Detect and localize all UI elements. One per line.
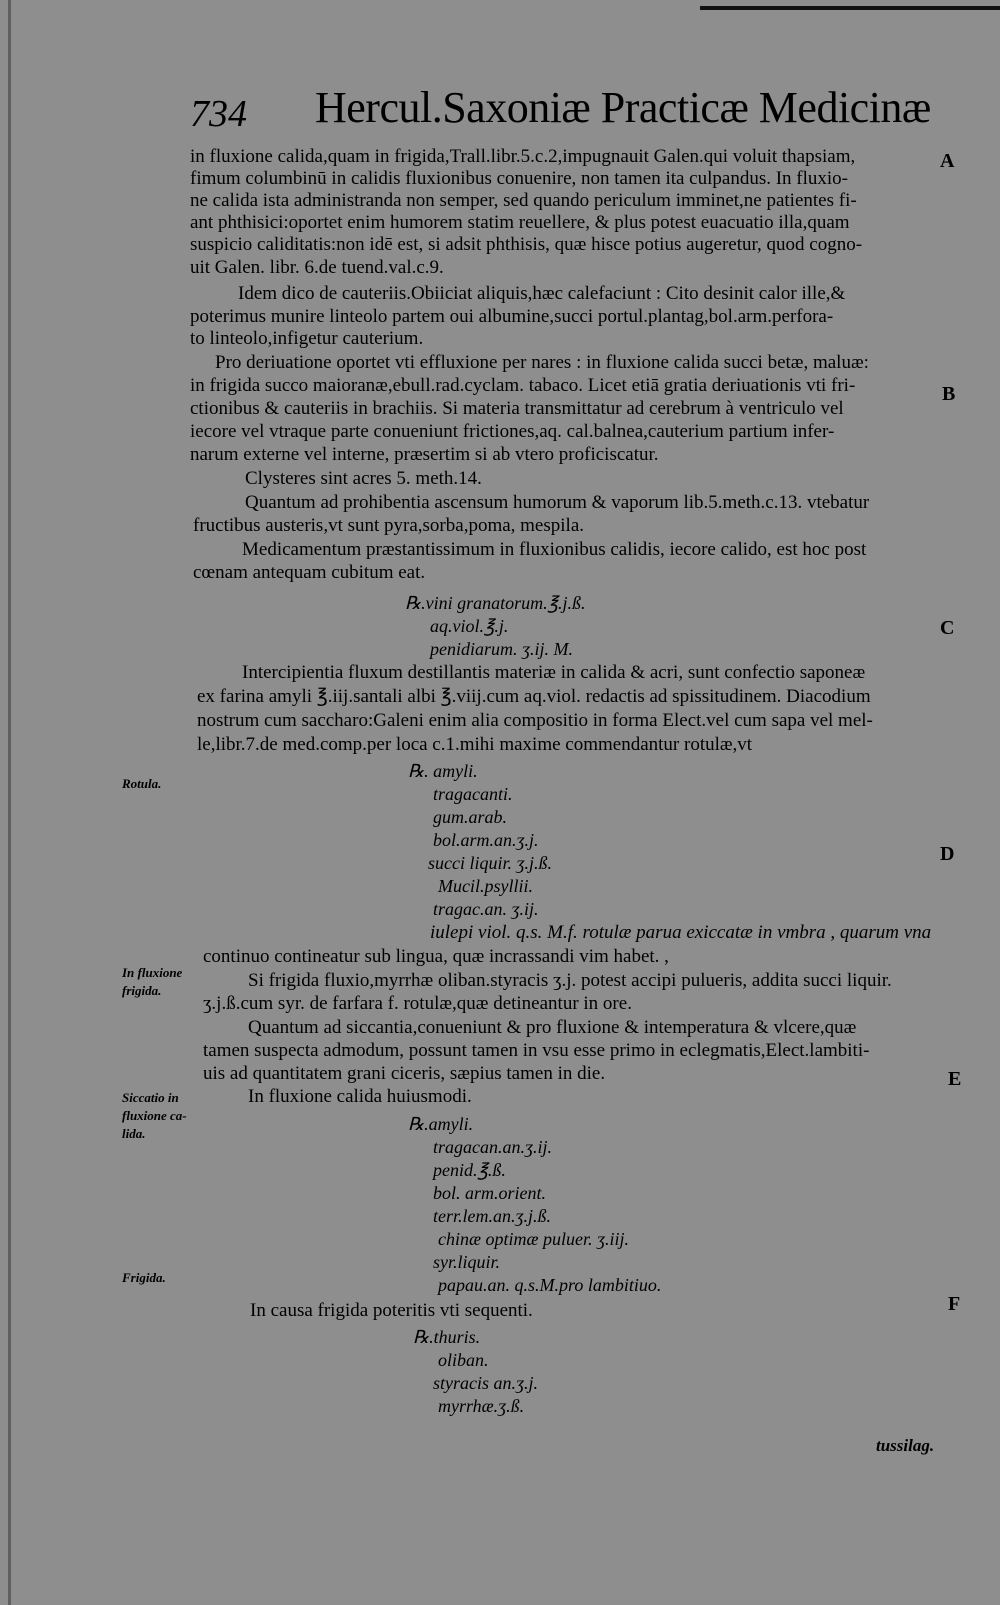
text-line: In causa frigida poteritis vti sequenti. <box>250 1300 533 1321</box>
text-line: fructibus austeris,vt sunt pyra,sorba,poma, mespila. <box>193 515 585 536</box>
text-line: uit Galen. libr. 6.de tuend.val.c.9. <box>190 257 444 278</box>
text-line: Intercipientia fluxum destillantis materiæ in calida & acri, sunt confectio saponeæ <box>242 662 866 683</box>
recipe-line: ℞. amyli. <box>408 761 478 781</box>
side-note-siccatio: lida. <box>122 1126 146 1141</box>
text-line: Medicamentum præstantissimum in fluxionibus calidis, iecore calido, est hoc post <box>242 539 867 560</box>
text-line: ant phthisici:oportet enim humorem statim reuellere, & plus potest euacuatio illa,quam <box>190 212 850 233</box>
text-line: in fluxione calida,quam in frigida,Trall.libr.5.c.2,impugnauit Galen.qui voluit thapsiam, <box>190 146 856 167</box>
recipe-line: aq.viol.℥.j. <box>430 616 509 636</box>
recipe-line: syr.liquir. <box>433 1252 501 1272</box>
text-line: Clysteres sint acres 5. meth.14. <box>245 468 482 489</box>
text-line: Quantum ad prohibentia ascensum humorum & vaporum lib.5.meth.c.13. vtebatur <box>245 492 870 513</box>
recipe-line: Mucil.psyllii. <box>438 876 533 896</box>
text-line: ʒ.j.ß.cum syr. de farfara f. rotulæ,quæ detineantur in ore. <box>203 993 632 1014</box>
margin-letter-a: A <box>940 150 955 172</box>
text-line: uis ad quantitatem grani ciceris, sæpius tamen in die. <box>203 1063 606 1084</box>
text-line: to linteolo,infigetur cauterium. <box>190 328 424 349</box>
text-line: fimum columbinū in calidis fluxionibus conuenire, non tamen ita culpandus. In fluxio- <box>190 168 849 189</box>
recipe-line: tragacanti. <box>433 784 513 804</box>
side-note-fluxione-frigida: In fluxione <box>122 965 183 980</box>
page-number: 734 <box>190 93 247 135</box>
recipe-line: terr.lem.an.ʒ.j.ß. <box>433 1206 551 1226</box>
text-line: in frigida succo maioranæ,ebull.rad.cyclam. tabaco. Licet etiā gratia deriuationis vti fri- <box>190 375 856 396</box>
text-line: Quantum ad siccantia,conueniunt & pro fluxione & intemperatura & vlcere,quæ <box>248 1017 857 1038</box>
text-line: ex farina amyli ℥.iij.santali albi ℥.viij.cum aq.viol. redactis ad spissitudinem. Diacodium <box>197 686 871 707</box>
text-line: Idem dico de cauteriis.Obiiciat aliquis,hæc calefaciunt : Cito desinit calor ille,& <box>238 283 846 304</box>
text-line: cœnam antequam cubitum eat. <box>193 562 426 583</box>
recipe-line: bol. arm.orient. <box>433 1183 547 1203</box>
text-line: ctionibus & cauteriis in brachiis. Si materia transmittatur ad cerebrum à ventriculo vel <box>190 398 844 419</box>
margin-letter-b: B <box>942 383 956 405</box>
text-line: le,libr.7.de med.comp.per loca c.1.mihi maxime commendantur rotulæ,vt <box>197 734 753 755</box>
recipe-line: oliban. <box>438 1350 489 1370</box>
recipe-line: styracis an.ʒ.j. <box>433 1373 538 1393</box>
text-line: narum externe vel interne, præsertim si ab vtero proficiscatur. <box>190 444 659 465</box>
margin-letter-f: F <box>948 1293 961 1315</box>
side-note-frigida: Frigida. <box>122 1270 166 1285</box>
margin-letter-d: D <box>940 843 955 865</box>
margin-letter-c: C <box>940 617 955 639</box>
text-line: In fluxione calida huiusmodi. <box>248 1086 472 1107</box>
recipe-line: chinæ optimæ puluer. ʒ.iij. <box>438 1229 629 1249</box>
recipe-line: penidiarum. ʒ.ij. M. <box>430 639 573 659</box>
text-line: tamen suspecta admodum, possunt tamen in vsu esse primo in eclegmatis,Elect.lambiti- <box>203 1040 870 1061</box>
recipe-line: gum.arab. <box>433 807 508 827</box>
text-line: continuo contineatur sub lingua, quæ incrassandi vim habet. , <box>203 946 669 967</box>
catchword: tussilag. <box>876 1436 935 1455</box>
side-note-fluxione-frigida: frigida. <box>122 983 162 998</box>
side-note-rotula: Rotula. <box>122 776 162 791</box>
margin-letter-e: E <box>948 1068 962 1090</box>
running-head: Hercul.Saxoniæ Practicæ Medicinæ <box>315 83 931 132</box>
side-note-siccatio: Siccatio in <box>122 1090 179 1105</box>
recipe-line: papau.an. q.s.M.pro lambitiuo. <box>438 1275 662 1295</box>
text-line: Pro deriuatione oportet vti effluxione per nares : in fluxione calida succi betæ, maluæ: <box>215 352 869 373</box>
text-line: poterimus munire linteolo partem oui albumine,succi portul.plantag,bol.arm.perfora- <box>190 306 834 327</box>
recipe-line: ℞.vini granatorum.℥.j.ß. <box>405 593 586 613</box>
page-binding-edge <box>8 0 11 1605</box>
text-line: iulepi viol. q.s. M.f. rotulæ parua exiccatæ in vmbra , quarum vna <box>430 922 932 943</box>
recipe-line: bol.arm.an.ʒ.j. <box>433 830 539 850</box>
text-line: Si frigida fluxio,myrrhæ oliban.styracis ʒ.j. potest accipi pulueris, addita succi liquir. <box>248 970 892 991</box>
recipe-line: tragac.an. ʒ.ij. <box>433 899 539 919</box>
text-line: suspicio caliditatis:non idē est, si adsit phthisis, quæ hisce potius augeretur, quod cogno- <box>190 234 863 255</box>
recipe-line: penid.℥.ß. <box>433 1160 506 1180</box>
recipe-line: myrrhæ.ʒ.ß. <box>438 1396 525 1416</box>
text-line: ne calida ista administranda non semper, sed quando periculum imminet,ne patientes fi- <box>190 190 857 211</box>
recipe-line: ℞.amyli. <box>408 1114 474 1134</box>
recipe-line: ℞.thuris. <box>413 1327 481 1347</box>
recipe-line: succi liquir. ʒ.j.ß. <box>428 853 552 873</box>
recipe-line: tragacan.an.ʒ.ij. <box>433 1137 552 1157</box>
text-line: nostrum cum saccharo:Galeni enim alia compositio in forma Elect.vel cum sapa vel mel- <box>197 710 873 731</box>
side-note-siccatio: fluxione ca- <box>122 1108 187 1123</box>
top-rule <box>700 6 1000 10</box>
text-line: iecore vel vtraque parte conueniunt frictiones,aq. cal.balnea,cauterium partium infer- <box>190 421 835 442</box>
